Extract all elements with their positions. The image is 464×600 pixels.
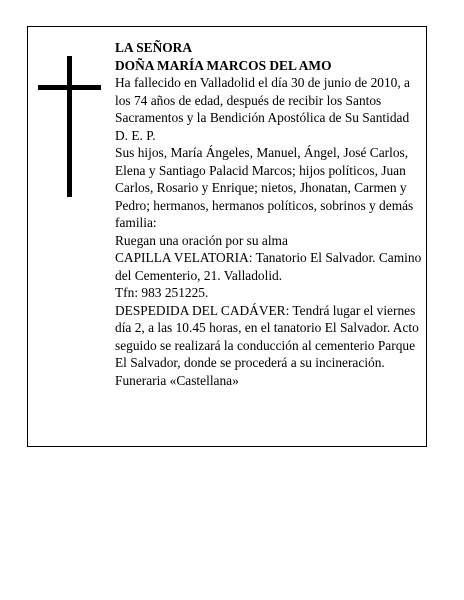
heading-line-1: LA SEÑORA bbox=[115, 40, 193, 55]
chapel-info: CAPILLA VELATORIA: Tanatorio El Salvador. Camino del Cementerio, 21. Valladolid. bbox=[115, 250, 422, 283]
obituary-text bbox=[115, 39, 425, 389]
phone-number: Tfn: 983 251225. bbox=[115, 285, 209, 300]
cross-vertical-bar bbox=[67, 56, 72, 197]
family-list: Sus hijos, María Ángeles, Manuel, Ángel, José Carlos, Elena y Santiago Palacid Marcos; hijos políticos, Juan Carlos, Rosario y Enrique; nietos, Jhonatan, Carmen y Pedro; hermanos, hermanos políticos, sobrinos y demás familia: bbox=[115, 145, 414, 230]
cross-horizontal-bar bbox=[38, 85, 101, 90]
death-announcement: Ha fallecido en Valladolid el día 30 de junio de 2010, a los 74 años de edad, después de recibir los Santos Sacramentos y la Bendición Apostólica de Su Santidad D. E. P. bbox=[115, 75, 411, 143]
deceased-name: DOÑA MARÍA MARCOS DEL AMO bbox=[115, 57, 332, 73]
funeral-home: Funeraria «Castellana» bbox=[115, 372, 239, 388]
farewell-info: DESPEDIDA DEL CADÁVER: Tendrá lugar el viernes día 2, a las 10.45 horas, en el tanatorio El Salvador. Acto seguido se realizará la conducción al cementerio Parque El Salvador, donde se procederá a su incineración. bbox=[115, 302, 419, 370]
obituary-notice bbox=[27, 26, 427, 447]
prayer-request: Ruegan una oración por su alma bbox=[115, 232, 288, 248]
